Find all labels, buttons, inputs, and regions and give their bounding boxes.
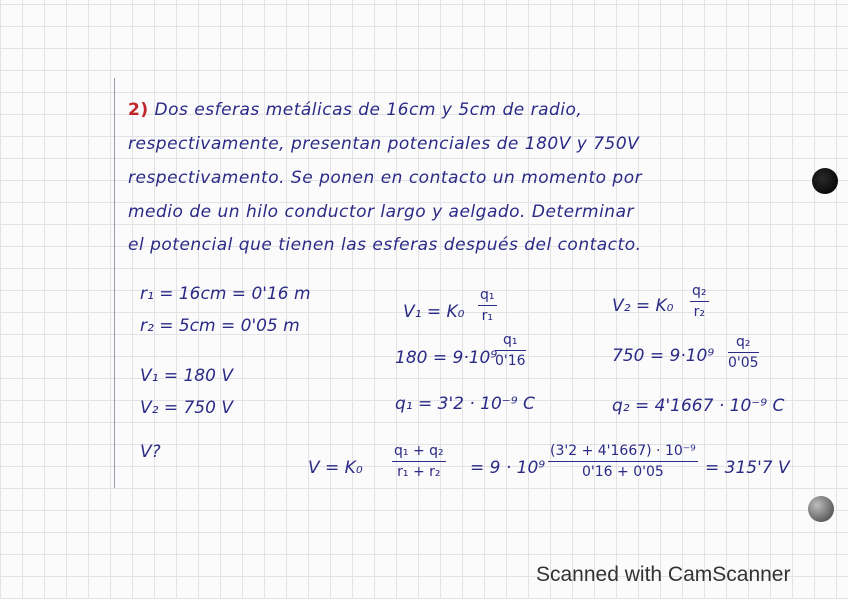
final-f1-den: r₁ + r₂: [397, 464, 441, 480]
col2-sub-den: 0'05: [728, 355, 759, 371]
col2-sub-num: q₂: [728, 334, 759, 353]
final-f2-den: 0'16 + 0'05: [582, 464, 664, 480]
problem-line-1: [128, 100, 582, 120]
col2-formula-num: q₂: [690, 283, 709, 302]
given-r2: r₂ = 5cm = 0'05 m: [140, 316, 300, 336]
margin-line: [114, 78, 115, 488]
col1-sub-den: 0'16: [495, 353, 526, 369]
unknown-v: V?: [140, 442, 161, 462]
given-r1: r₁ = 16cm = 0'16 m: [140, 284, 311, 304]
problem-text-1: Dos esferas metálicas de 16cm y 5cm de radio,: [154, 100, 583, 120]
col2-formula-lhs: V₂ = K₀: [612, 296, 674, 316]
col2-formula-fraction: [690, 283, 709, 320]
col2-sub-fraction: [728, 334, 759, 371]
problem-line-4: medio de un hilo conductor largo y aelgado. Determinar: [128, 202, 634, 222]
final-mid: = 9 · 10⁹: [470, 458, 546, 478]
final-result: = 315'7 V: [705, 458, 790, 478]
col1-formula-fraction: [478, 287, 497, 324]
final-lhs: V = K₀: [308, 458, 363, 478]
col1-sub-fraction: [495, 332, 526, 369]
binder-hole: [808, 496, 834, 522]
final-f2-num: (3'2 + 4'1667) · 10⁻⁹: [548, 443, 698, 462]
col2-result: q₂ = 4'1667 · 10⁻⁹ C: [612, 396, 785, 416]
problem-line-2: respectivamente, presentan potenciales de 180V y 750V: [128, 134, 640, 154]
col1-sub-num: q₁: [495, 332, 526, 351]
col1-sub-lhs: 180 = 9·10⁹: [395, 348, 498, 368]
problem-line-3: respectivamento. Se ponen en contacto un momento por: [128, 168, 643, 188]
final-fraction-1: [392, 443, 446, 480]
col1-result: q₁ = 3'2 · 10⁻⁹ C: [395, 394, 535, 414]
problem-line-5: el potencial que tienen las esferas después del contacto.: [128, 235, 642, 255]
final-f1-num: q₁ + q₂: [392, 443, 446, 462]
given-v2: V₂ = 750 V: [140, 398, 233, 418]
given-v1: V₁ = 180 V: [140, 366, 233, 386]
col2-formula-den: r₂: [693, 304, 705, 320]
col1-formula-num: q₁: [478, 287, 497, 306]
problem-number: 2): [128, 100, 149, 120]
col2-sub-lhs: 750 = 9·10⁹: [612, 346, 715, 366]
binder-hole: [812, 168, 838, 194]
col1-formula-den: r₁: [481, 308, 493, 324]
final-fraction-2: [548, 443, 698, 480]
col1-formula-lhs: V₁ = K₀: [403, 302, 465, 322]
camscanner-watermark: Scanned with CamScanner: [536, 563, 791, 586]
